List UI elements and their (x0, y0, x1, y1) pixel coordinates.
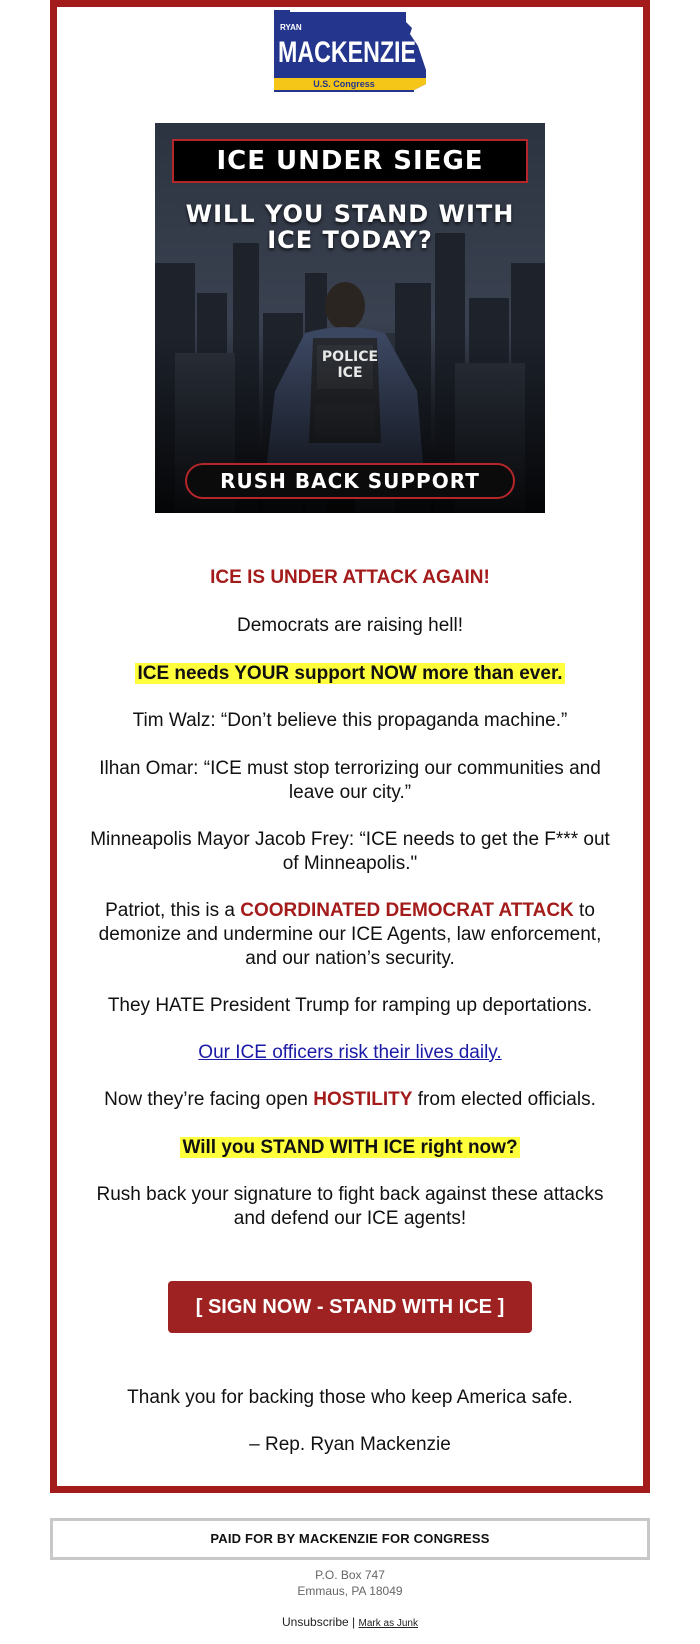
patriot-pre: Patriot, this is a (105, 900, 241, 921)
paragraph-hate-trump (57, 994, 643, 1018)
quote-frey (57, 828, 643, 876)
signature: – Rep. Ryan Mackenzie (249, 1434, 451, 1455)
paragraph-rush-signature (57, 1183, 643, 1231)
logo-last-name: MACKENZIE (278, 36, 416, 69)
highlight-support-now: ICE needs YOUR support NOW more than ever. (137, 663, 563, 684)
hero-question-line2: ICE TODAY? (267, 226, 433, 254)
quote-omar-line2: leave our city.” (288, 782, 412, 803)
quote-walz-text: Tim Walz: “Don’t believe this propaganda machine.” (132, 710, 568, 731)
patriot-post: to (573, 900, 595, 921)
separator: | (352, 1615, 356, 1629)
hostility-emphasis: HOSTILITY (313, 1089, 413, 1110)
hero-question (155, 201, 545, 253)
patriot-line3: and our nation’s security. (245, 948, 455, 969)
rush-line2: and defend our ICE agents! (233, 1208, 467, 1229)
unsubscribe-row (0, 1614, 700, 1632)
paragraph-stand-with-ice (57, 1136, 643, 1160)
hero-image[interactable] (155, 123, 545, 513)
paid-for-disclaimer: PAID FOR BY MACKENZIE FOR CONGRESS (50, 1518, 650, 1560)
paragraph-hate-trump-text: They HATE President Trump for ramping up deportations. (107, 995, 593, 1016)
paragraph-link (57, 1041, 643, 1065)
quote-frey-line1: Minneapolis Mayor Jacob Frey: “ICE needs to get the F*** out (90, 829, 610, 850)
headline (57, 566, 643, 590)
facing-pre: Now they’re facing open (104, 1089, 314, 1110)
po-box: P.O. Box 747 (315, 1568, 385, 1582)
hero-rush-back-button[interactable]: RUSH BACK SUPPORT (185, 463, 515, 499)
quote-frey-line2: of Minneapolis." (282, 853, 418, 874)
highlight-stand-with-ice: Will you STAND WITH ICE right now? (182, 1137, 518, 1158)
paragraph-support-now (57, 662, 643, 686)
hero-title: ICE UNDER SIEGE (172, 139, 528, 183)
logo-office: U.S. Congress (313, 79, 375, 89)
vest-label-police: POLICE (321, 349, 379, 365)
patriot-line2: demonize and undermine our ICE Agents, law enforcement, (98, 924, 602, 945)
headline-text: ICE IS UNDER ATTACK AGAIN! (210, 567, 490, 588)
coordinated-attack-emphasis: COORDINATED DEMOCRAT ATTACK (240, 900, 574, 921)
logo-first-name: RYAN (280, 23, 302, 32)
rush-line1: Rush back your signature to fight back against these attacks (96, 1184, 604, 1205)
thanks-text: Thank you for backing those who keep America safe. (127, 1387, 573, 1408)
paragraph-raising-hell (57, 614, 643, 638)
paragraph-hostility (57, 1088, 643, 1112)
mark-as-junk-link[interactable]: Mark as Junk (358, 1618, 418, 1629)
hero-question-line1: WILL YOU STAND WITH (185, 200, 515, 228)
city-address: Emmaus, PA 18049 (297, 1584, 403, 1598)
facing-post: from elected officials. (412, 1089, 596, 1110)
vest-label-ice: ICE (337, 365, 363, 381)
officers-risk-lives-link[interactable]: Our ICE officers risk their lives daily. (198, 1042, 502, 1063)
paragraph-raising-hell-text: Democrats are raising hell! (237, 615, 463, 636)
paragraph-coordinated-attack (57, 899, 643, 971)
quote-omar (57, 757, 643, 805)
quote-omar-line1: Ilhan Omar: “ICE must stop terrorizing our communities and (99, 758, 601, 779)
unsubscribe-link[interactable]: Unsubscribe (282, 1615, 349, 1629)
quote-walz (57, 709, 643, 733)
mackenzie-logo (274, 10, 426, 98)
sign-now-button[interactable]: [ SIGN NOW - STAND WITH ICE ] (168, 1281, 532, 1333)
